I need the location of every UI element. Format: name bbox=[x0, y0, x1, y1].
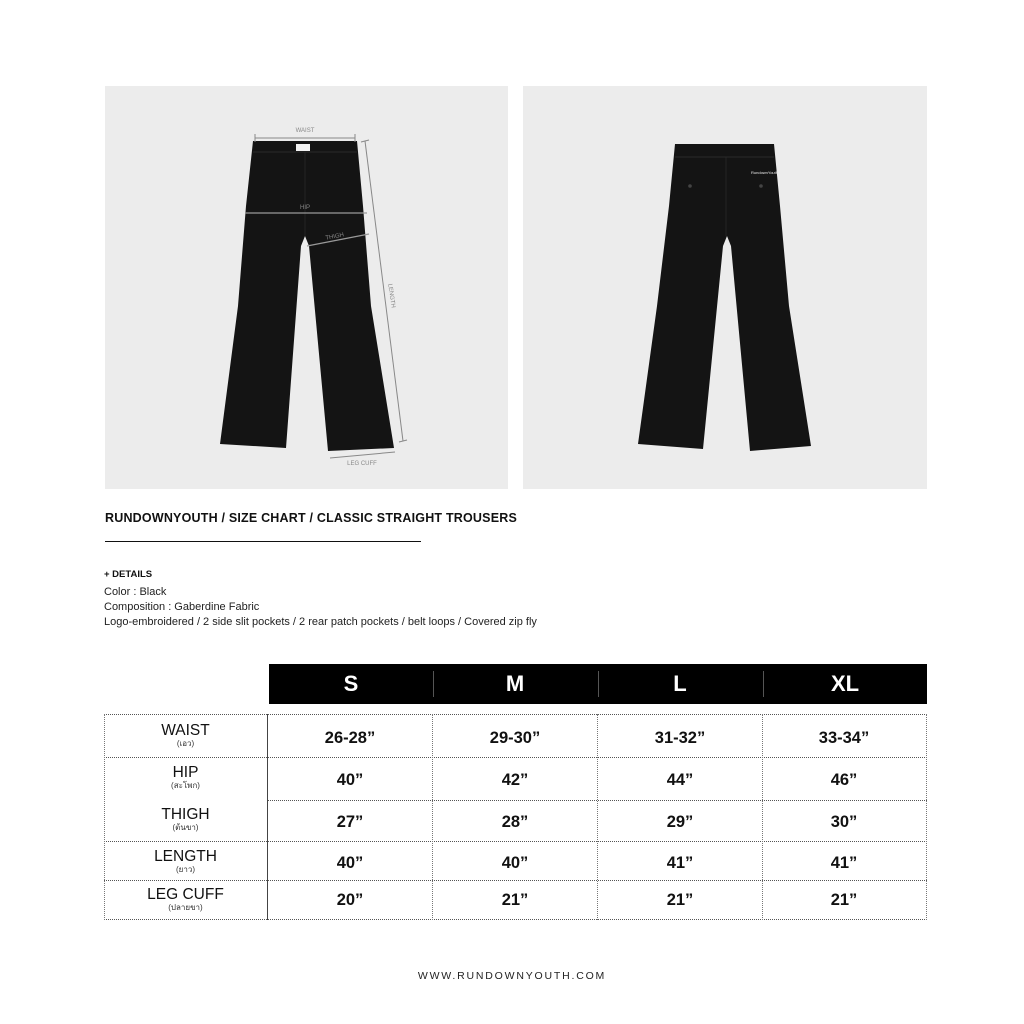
table-cell: 29-30” bbox=[489, 729, 541, 747]
table-cell: 21” bbox=[666, 891, 694, 909]
detail-composition: Composition : Gaberdine Fabric bbox=[104, 601, 260, 613]
size-header-m: M bbox=[505, 671, 525, 696]
table-border bbox=[104, 714, 927, 715]
waist-measure-label: WAIST bbox=[295, 128, 315, 134]
table-cell: 40” bbox=[501, 854, 529, 872]
table-divider bbox=[104, 841, 927, 842]
hip-measure-label: HIP bbox=[299, 205, 311, 211]
table-divider bbox=[104, 880, 927, 881]
size-table bbox=[104, 714, 927, 920]
page-title: RUNDOWNYOUTH / SIZE CHART / CLASSIC STRAIGHT TROUSERS bbox=[105, 511, 517, 525]
table-divider bbox=[104, 757, 927, 758]
row-label-en: WAIST bbox=[161, 722, 210, 739]
length-measure-label: LENGTH bbox=[386, 283, 396, 309]
table-cell: 40” bbox=[336, 854, 364, 872]
row-label-leg-cuff bbox=[104, 886, 267, 913]
row-label-hip bbox=[104, 764, 267, 791]
back-logo-tag: RundownYouth bbox=[751, 170, 778, 175]
table-cell: 21” bbox=[501, 891, 529, 909]
table-cell: 44” bbox=[666, 771, 694, 789]
row-label-th: (สะโพก) bbox=[171, 781, 200, 790]
table-cell: 46” bbox=[830, 771, 858, 789]
row-label-en: LEG CUFF bbox=[147, 886, 224, 903]
row-label-en: THIGH bbox=[161, 806, 210, 823]
table-cell: 41” bbox=[830, 854, 858, 872]
table-cell: 28” bbox=[501, 813, 529, 831]
size-header-xl: XL bbox=[830, 671, 860, 696]
table-cell: 41” bbox=[666, 854, 694, 872]
front-product-image bbox=[105, 86, 508, 489]
details-heading: + DETAILS bbox=[104, 569, 153, 580]
table-border bbox=[104, 919, 927, 920]
table-cell: 21” bbox=[830, 891, 858, 909]
row-label-th: (เอว) bbox=[176, 739, 195, 748]
front-trousers-illustration bbox=[105, 86, 508, 489]
table-cell: 26-28” bbox=[324, 729, 376, 747]
row-label-thigh bbox=[104, 806, 267, 833]
size-header-bar bbox=[269, 664, 927, 704]
row-label-en: HIP bbox=[172, 764, 199, 781]
table-border bbox=[926, 714, 927, 920]
size-header-l: L bbox=[673, 671, 687, 696]
size-header-s: S bbox=[343, 671, 359, 696]
table-cell: 27” bbox=[336, 813, 364, 831]
table-cell: 30” bbox=[830, 813, 858, 831]
table-cell: 31-32” bbox=[654, 729, 706, 747]
leg-cuff-measure-label: LEG CUFF bbox=[347, 461, 377, 467]
title-divider bbox=[105, 541, 421, 542]
row-label-en: LENGTH bbox=[154, 848, 217, 865]
row-label-waist bbox=[104, 722, 267, 749]
footer-website: WWW.RUNDOWNYOUTH.COM bbox=[417, 970, 607, 982]
table-cell: 20” bbox=[336, 891, 364, 909]
row-label-th: (ยาว) bbox=[176, 865, 195, 874]
detail-features: Logo-embroidered / 2 side slit pockets / 2 rear patch pockets / belt loops / Covered zip fly bbox=[104, 616, 537, 628]
table-cell: 42” bbox=[501, 771, 529, 789]
row-label-length bbox=[104, 848, 267, 875]
detail-color: Color : Black bbox=[104, 586, 167, 598]
table-cell: 33-34” bbox=[818, 729, 870, 747]
table-cell: 40” bbox=[336, 771, 364, 789]
back-trousers-illustration bbox=[523, 86, 927, 489]
table-cell: 29” bbox=[666, 813, 694, 831]
row-label-th: (ปลายขา) bbox=[168, 903, 203, 912]
thigh-measure-label: THIGH bbox=[325, 232, 345, 242]
row-label-th: (ต้นขา) bbox=[172, 823, 199, 832]
back-product-image bbox=[523, 86, 927, 489]
